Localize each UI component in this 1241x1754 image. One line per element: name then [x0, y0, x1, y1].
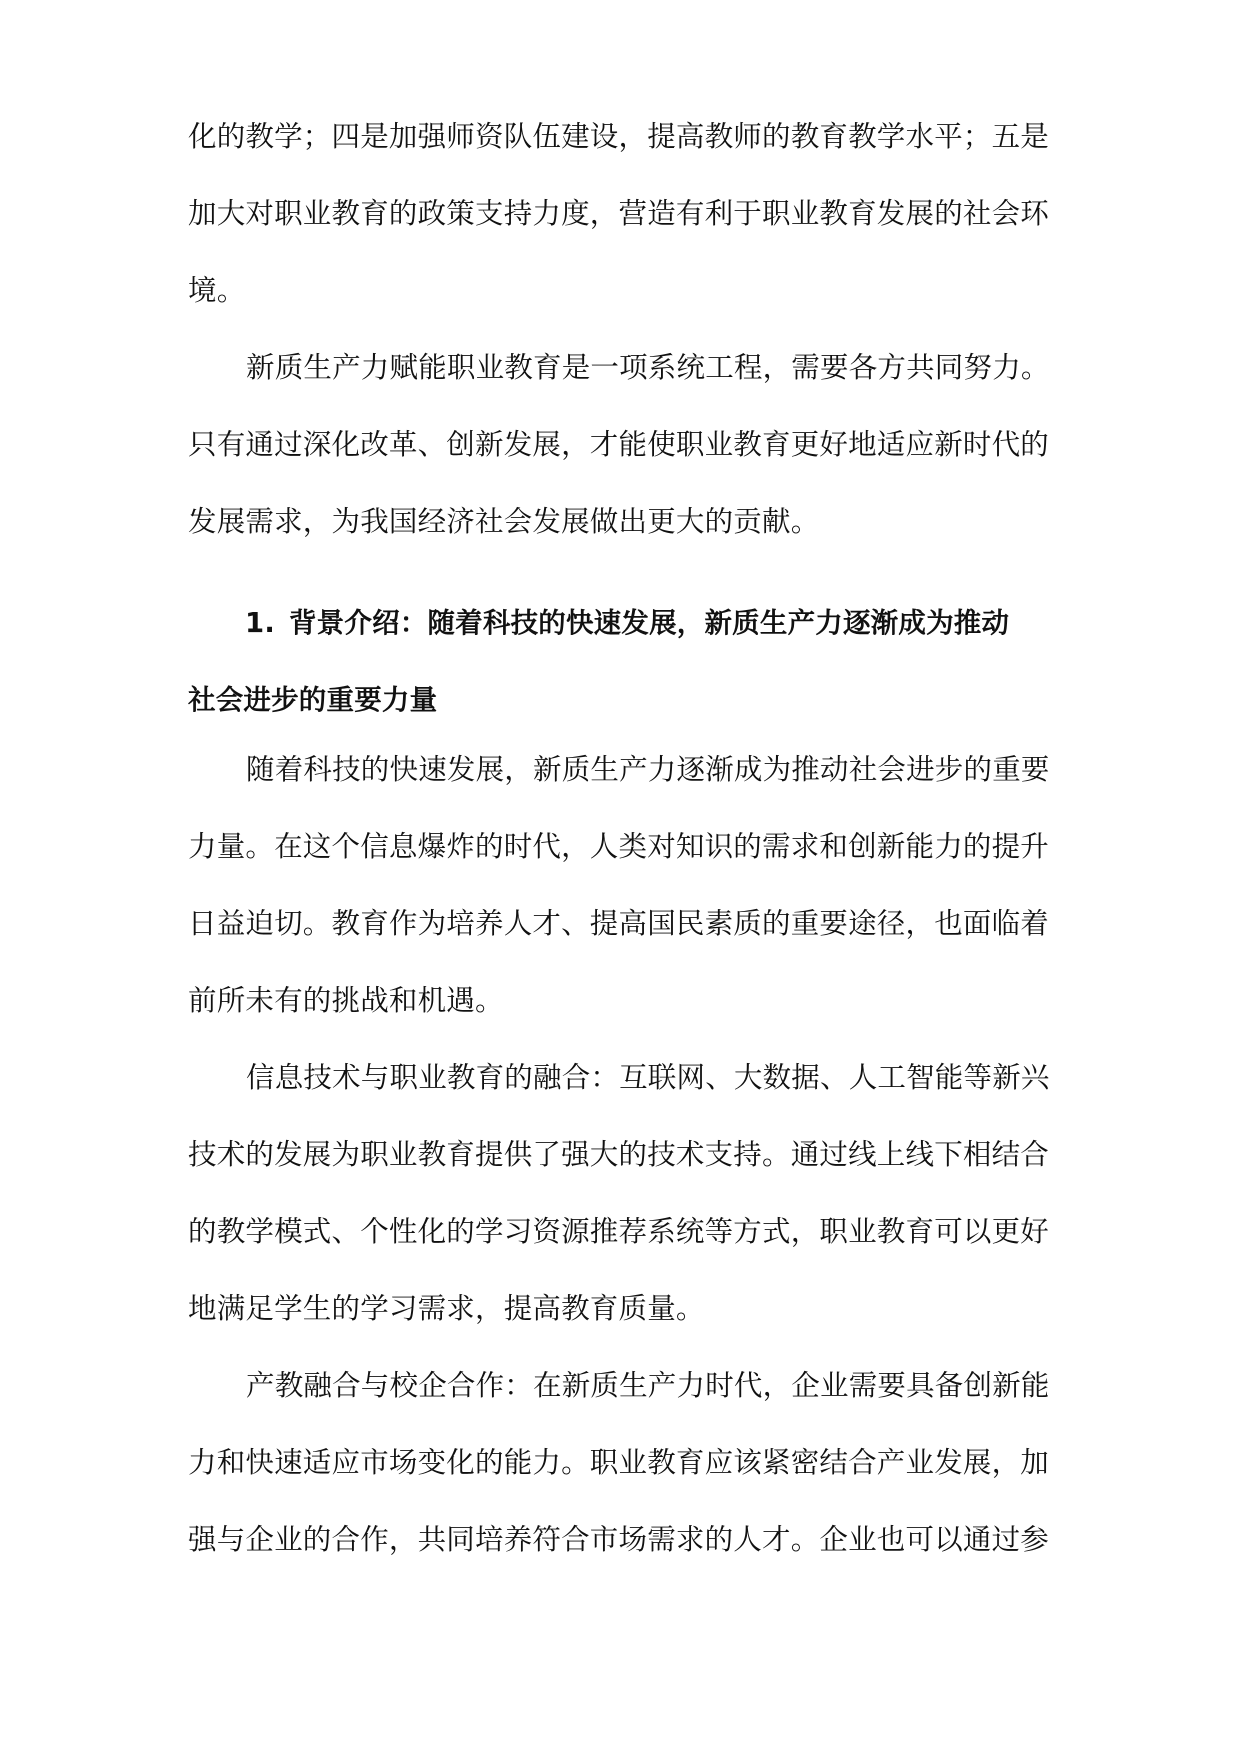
text-line: 只有通过深化改革、创新发展，才能使职业教育更好地适应新时代的 [188, 428, 1050, 461]
text-line: 力量。在这个信息爆炸的时代，人类对知识的需求和创新能力的提升 [188, 830, 1050, 863]
text-line: 地满足学生的学习需求，提高教育质量。 [188, 1292, 705, 1325]
paragraph [188, 349, 1058, 541]
page-body [188, 118, 1058, 1559]
heading-number: 1. [245, 607, 275, 639]
text-line: 强与企业的合作，共同培养符合市场需求的人才。企业也可以通过参 [188, 1523, 1050, 1556]
section-heading [188, 604, 1058, 719]
text-line: 的教学模式、个性化的学习资源推荐系统等方式，职业教育可以更好 [188, 1215, 1050, 1248]
text-line: 发展需求，为我国经济社会发展做出更大的贡献。 [188, 505, 820, 538]
text-line: 新质生产力赋能职业教育是一项系统工程，需要各方共同努力。 [246, 351, 1050, 384]
paragraph [188, 1059, 1058, 1328]
text-line: 加大对职业教育的政策支持力度，营造有利于职业教育发展的社会环 [188, 197, 1050, 230]
heading-line: 社会进步的重要力量 [188, 684, 438, 716]
text-line: 日益迫切。教育作为培养人才、提高国民素质的重要途径，也面临着 [188, 907, 1050, 940]
text-line: 随着科技的快速发展，新质生产力逐渐成为推动社会进步的重要 [246, 753, 1050, 786]
heading-line [188, 604, 1058, 642]
text-line: 境。 [188, 274, 246, 307]
text-line: 技术的发展为职业教育提供了强大的技术支持。通过线上线下相结合 [188, 1138, 1050, 1171]
heading-text: 背景介绍：随着科技的快速发展，新质生产力逐渐成为推动 [288, 607, 1010, 639]
text-line: 产教融合与校企合作：在新质生产力时代，企业需要具备创新能 [246, 1369, 1050, 1402]
text-line: 化的教学；四是加强师资队伍建设，提高教师的教育教学水平；五是 [188, 120, 1050, 153]
text-line: 信息技术与职业教育的融合：互联网、大数据、人工智能等新兴 [246, 1061, 1050, 1094]
text-line: 前所未有的挑战和机遇。 [188, 984, 504, 1017]
paragraph [188, 751, 1058, 1020]
text-line: 力和快速适应市场变化的能力。职业教育应该紧密结合产业发展，加 [188, 1446, 1050, 1479]
paragraph [188, 1367, 1058, 1559]
paragraph [188, 118, 1058, 310]
